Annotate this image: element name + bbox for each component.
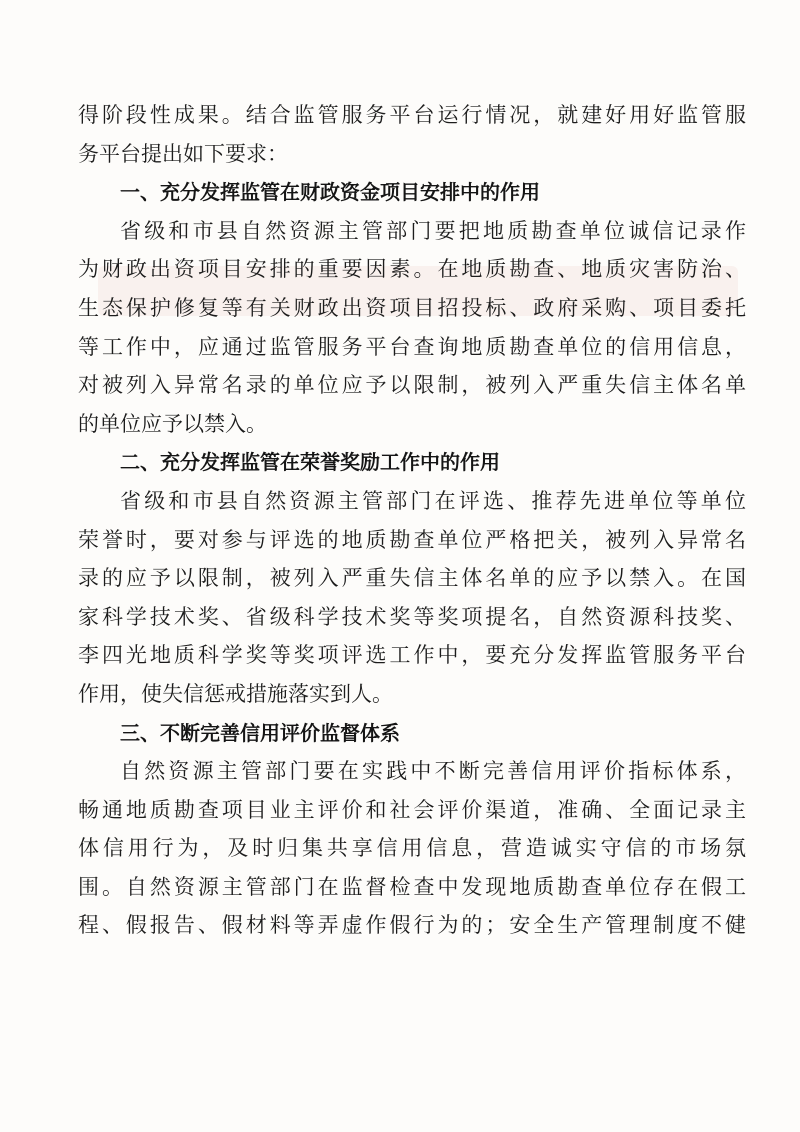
text-line: 务平台提出如下要求：: [78, 141, 288, 166]
text-line: 录的应予以限制，被列入严重失信主体名单的应予以禁入。在国: [78, 566, 746, 591]
text-line: 省级和市县自然资源主管部门要把地质勘查单位诚信记录作: [120, 218, 746, 243]
text-line: 荣誉时，要对参与评选的地质勘查单位严格把关，被列入异常名: [78, 527, 746, 552]
section-heading: 三、不断完善信用评价监督体系: [120, 720, 400, 745]
text-line: 围。自然资源主管部门在监督检查中发现地质勘查单位存在假工: [78, 874, 746, 899]
section-heading: 一、充分发挥监管在财政资金项目安排中的作用: [120, 180, 540, 205]
document-body: [78, 96, 746, 945]
text-line: 省级和市县自然资源主管部门在评选、推荐先进单位等单位: [120, 488, 746, 513]
text-line: 李四光地质科学奖等奖项评选工作中，要充分发挥监管服务平台: [78, 643, 746, 668]
text-line: 对被列入异常名录的单位应予以限制，被列入严重失信主体名单: [78, 373, 746, 398]
text-line: 作用，使失信惩戒措施落实到人。: [78, 681, 393, 706]
text-line: 畅通地质勘查项目业主评价和社会评价渠道，准确、全面记录主: [78, 797, 746, 822]
text-line: 程、假报告、假材料等弄虚作假行为的；安全生产管理制度不健: [78, 913, 746, 938]
text-line: 的单位应予以禁入。: [78, 411, 267, 436]
text-line: 为财政出资项目安排的重要因素。在地质勘查、地质灾害防治、: [78, 257, 746, 282]
section-heading: 二、充分发挥监管在荣誉奖励工作中的作用: [120, 450, 500, 475]
text-line: 得阶段性成果。结合监管服务平台运行情况，就建好用好监管服: [78, 103, 746, 127]
text-line: 家科学技术奖、省级科学技术奖等奖项提名，自然资源科技奖、: [78, 604, 746, 629]
text-line: 体信用行为，及时归集共享信用信息，营造诚实守信的市场氛: [78, 836, 746, 861]
text-line: 自然资源主管部门要在实践中不断完善信用评价指标体系，: [120, 759, 746, 784]
text-line: 等工作中，应通过监管服务平台查询地质勘查单位的信用信息，: [78, 334, 746, 359]
text-line: 生态保护修复等有关财政出资项目招投标、政府采购、项目委托: [78, 295, 746, 320]
